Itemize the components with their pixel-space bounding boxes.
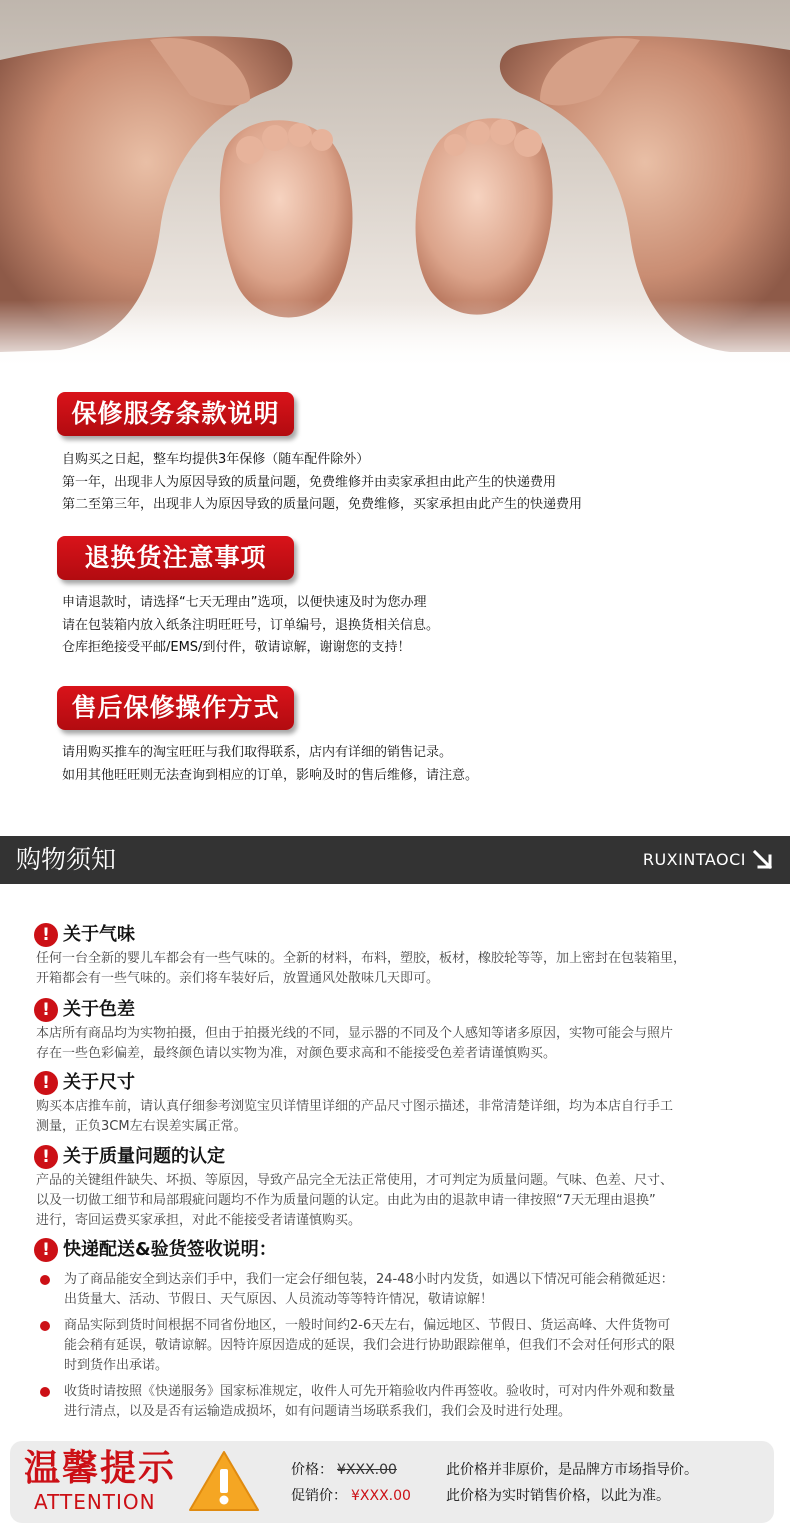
alert-icon: !: [34, 1145, 58, 1169]
warranty-line: 第二至第三年，出现非人为原因导致的质量问题，免费维修，买家承担由此产生的快递费用: [62, 497, 583, 512]
delivery-bullet-list: [40, 1270, 740, 1428]
delivery-bullet-line: 收货时请按照《快递服务》国家标准规定，收件人可先开箱验收内件再签收。验收时，可对内件外观和数量: [64, 1384, 676, 1399]
shopping-notice-title: 购物须知: [16, 845, 117, 874]
delivery-bullet-line: 为了商品能安全到达亲们手中，我们一定会仔细包装，24-48小时内发货，如遇以下情况可能会稍微延迟：: [64, 1272, 674, 1287]
notice-item-title: 关于色差: [63, 999, 135, 1020]
delivery-bullet-line: 时到货作出承诺。: [64, 1358, 169, 1373]
promo-price-value: ¥XXX.00: [351, 1488, 411, 1504]
delivery-bullet: [40, 1316, 740, 1376]
delivery-bullet-line: 商品实际到货时间根据不同省份地区，一般时间约2-6天左右，偏远地区、节假日、货运高峰、大件货物可: [64, 1318, 671, 1333]
warranty-title-badge: [57, 392, 294, 436]
notice-item-smell: [34, 923, 734, 989]
notice-item-delivery: [34, 1238, 734, 1264]
warranty-title: 保修服务条款说明: [71, 399, 280, 428]
warning-triangle-icon: [188, 1449, 260, 1513]
notice-item-line: 进行，寄回运费买家承担，对此不能接受者请谨慎购买。: [36, 1213, 362, 1228]
warranty-line: 第一年，出现非人为原因导致的质量问题，免费维修并由卖家承担由此产生的快递费用: [62, 474, 557, 490]
promo-price-row: [291, 1486, 411, 1506]
promo-price-label: 促销价：: [291, 1488, 347, 1504]
arrow-down-right-icon: [752, 849, 774, 871]
notice-item-title: 快递配送&验货签收说明：: [63, 1239, 277, 1260]
promo-price-note: 此价格为实时销售价格，以此为准。: [446, 1488, 670, 1504]
notice-item-line: 本店所有商品均为实物拍摄，但由于拍摄光线的不同，显示器的不同及个人感知等诸多原因，实物可能会与照片: [36, 1026, 674, 1041]
delivery-bullet: [40, 1382, 740, 1422]
returns-line: 请在包装箱内放入纸条注明旺旺号，订单编号，退换货相关信息。: [62, 617, 440, 633]
alert-icon: !: [34, 1071, 58, 1095]
aftersales-line: 如用其他旺旺则无法查询到相应的订单，影响及时的售后维修，请注意。: [62, 767, 479, 783]
attention-title: 温馨提示: [24, 1448, 177, 1489]
bullet-dot-icon: [40, 1387, 50, 1397]
bullet-dot-icon: [40, 1321, 50, 1331]
delivery-bullet-line: 能会稍有延误，敬请谅解。因特许原因造成的延误，我们会进行协助跟踪催单，但我们不会对任何形式的限: [64, 1338, 676, 1353]
alert-icon: !: [34, 1238, 58, 1262]
original-price-value: ¥XXX.00: [337, 1462, 397, 1478]
hero-photo-hands-baby-feet: [0, 0, 790, 370]
notice-item-line: 开箱都会有一些气味的。亲们将车装好后，放置通风处散味几天即可。: [36, 971, 440, 986]
shopping-notice-header: [0, 836, 790, 884]
notice-item-line: 购买本店推车前，请认真仔细参考浏览宝贝详情里详细的产品尺寸图示描述，非常清楚详细，均为本店自行手工: [36, 1099, 674, 1114]
notice-item-line: 产品的关键组件缺失、坏损、等原因，导致产品完全无法正常使用，才可判定为质量问题。气味、色差、尺寸、: [36, 1173, 674, 1188]
delivery-bullet-line: 进行清点，以及是否有运输造成损坏，如有问题请当场联系我们，我们会及时进行处理。: [64, 1404, 572, 1419]
aftersales-text: [62, 742, 478, 787]
aftersales-line: 请用购买推车的淘宝旺旺与我们取得联系，店内有详细的销售记录。: [62, 745, 453, 760]
price-label: 价格：: [291, 1462, 333, 1478]
aftersales-title-badge: [57, 686, 294, 730]
notice-item-size: [34, 1071, 734, 1137]
alert-icon: !: [34, 923, 58, 947]
delivery-bullet-line: 出货量大、活动、节假日、天气原因、人员流动等等特许情况，敬请谅解！: [64, 1292, 494, 1307]
attention-subtitle: ATTENTION: [34, 1490, 156, 1514]
original-price-note: 此价格并非原价，是品牌方市场指导价。: [446, 1462, 698, 1478]
delivery-bullet: [40, 1270, 740, 1310]
returns-title: 退换货注意事项: [84, 543, 267, 572]
attention-panel: [10, 1441, 774, 1523]
warranty-text: [62, 449, 582, 517]
original-price-row: [291, 1460, 397, 1480]
warranty-line: 自购买之日起，整车均提供3年保修（随车配件除外）: [62, 452, 370, 467]
notice-item-line: 测量，正负3CM左右误差实属正常。: [36, 1119, 247, 1134]
notice-item-line: 存在一些色彩偏差，最终颜色请以实物为准，对颜色要求高和不能接受色差者请谨慎购买。: [36, 1046, 557, 1061]
brand-label: RUXINTAOCI: [642, 850, 746, 869]
notice-item-line: 任何一台全新的婴儿车都会有一些气味的。全新的材料，布料，塑胶，板材，橡胶轮等等，加上密封在包装箱里，: [36, 951, 687, 966]
notice-item-color: [34, 998, 734, 1064]
returns-line: 仓库拒绝接受平邮/EMS/到付件，敬请谅解，谢谢您的支持！: [62, 640, 411, 655]
returns-line: 申请退款时，请选择“七天无理由”选项，以便快速及时为您办理: [62, 595, 427, 610]
notice-item-title: 关于气味: [63, 924, 135, 945]
notice-item-title: 关于质量问题的认定: [63, 1146, 225, 1167]
bullet-dot-icon: [40, 1275, 50, 1285]
returns-title-badge: [57, 536, 294, 580]
notice-item-title: 关于尺寸: [63, 1072, 135, 1093]
returns-text: [62, 592, 439, 660]
notice-item-line: 以及一切做工细节和局部瑕疵问题均不作为质量问题的认定。由此为由的退款申请一律按照“7天无理由退换”: [36, 1193, 656, 1208]
notice-item-quality: [34, 1145, 734, 1231]
aftersales-title: 售后保修操作方式: [71, 693, 280, 722]
alert-icon: !: [34, 998, 58, 1022]
